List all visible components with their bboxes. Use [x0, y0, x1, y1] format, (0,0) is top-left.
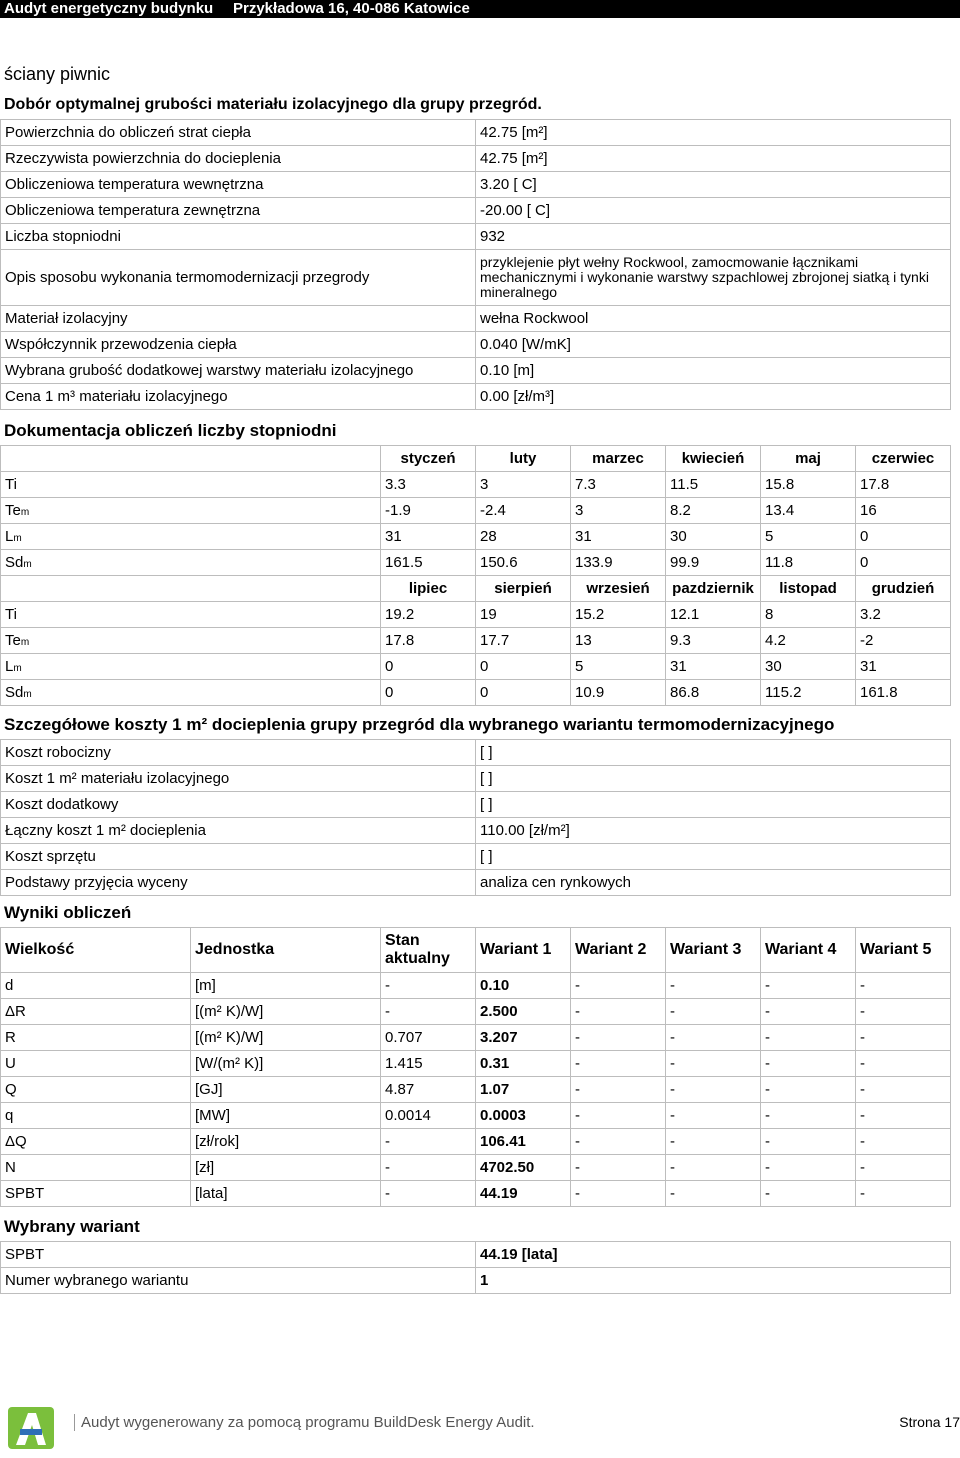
results-cell: -: [856, 1025, 951, 1051]
degree-day-value: 31: [571, 524, 666, 550]
results-cell: -: [856, 1129, 951, 1155]
degree-day-value: 28: [476, 524, 571, 550]
row-label: [1, 498, 381, 524]
degree-day-value: 8.2: [666, 498, 761, 524]
degree-day-row: [1, 498, 951, 524]
degree-day-value: 161.5: [381, 550, 476, 576]
param-row: [1, 198, 951, 224]
results-cell: ΔR: [1, 999, 191, 1025]
results-cell: -: [761, 999, 856, 1025]
results-row: [1, 1129, 951, 1155]
param-label: Liczba stopniodni: [1, 224, 476, 250]
results-cell: -: [856, 1077, 951, 1103]
costs-table: [0, 739, 951, 896]
results-header: Wariant 3: [666, 928, 761, 973]
results-cell: [GJ]: [191, 1077, 381, 1103]
results-cell: [m]: [191, 973, 381, 999]
degree-day-value: 30: [666, 524, 761, 550]
results-cell: 2.500: [476, 999, 571, 1025]
results-cell: -: [761, 1181, 856, 1207]
degree-day-value: 19: [476, 602, 571, 628]
param-label: Materiał izolacyjny: [1, 306, 476, 332]
month-header: wrzesień: [571, 576, 666, 602]
degree-day-value: 7.3: [571, 472, 666, 498]
degree-day-row: [1, 628, 951, 654]
cost-label: Koszt dodatkowy: [1, 792, 476, 818]
row-label-main: L: [5, 658, 14, 675]
degree-day-value: 0: [856, 550, 951, 576]
row-label-subscript: m: [20, 637, 30, 648]
degree-day-value: 17.7: [476, 628, 571, 654]
parameters-table: [0, 119, 951, 410]
results-cell: 0.31: [476, 1051, 571, 1077]
row-label-main: Sd: [5, 554, 24, 571]
results-row: [1, 1155, 951, 1181]
months-header-row: [1, 446, 951, 472]
param-value: 0.00 [zł/m³]: [476, 384, 951, 410]
results-row: [1, 1077, 951, 1103]
selected-label: SPBT: [1, 1242, 476, 1268]
results-cell: [(m² K)/W]: [191, 999, 381, 1025]
degree-day-value: -2.4: [476, 498, 571, 524]
param-row: [1, 250, 951, 306]
param-row: [1, 306, 951, 332]
row-label: [1, 602, 381, 628]
cost-value: [ ]: [476, 792, 951, 818]
cost-row: [1, 870, 951, 896]
results-cell: -: [571, 973, 666, 999]
row-label-main: Te: [5, 502, 21, 519]
results-cell: -: [381, 1181, 476, 1207]
cost-value: [ ]: [476, 844, 951, 870]
selected-value: 1: [476, 1268, 951, 1294]
results-cell: -: [571, 1181, 666, 1207]
param-row: [1, 172, 951, 198]
empty-cell: [1, 446, 381, 472]
degree-day-value: 4.2: [761, 628, 856, 654]
degree-day-value: 8: [761, 602, 856, 628]
degree-day-value: 15.2: [571, 602, 666, 628]
results-cell: -: [571, 1025, 666, 1051]
param-value: wełna Rockwool: [476, 306, 951, 332]
degree-day-value: 31: [381, 524, 476, 550]
row-label: [1, 680, 381, 706]
results-cell: -: [856, 973, 951, 999]
results-cell: -: [856, 1051, 951, 1077]
degree-day-value: 161.8: [856, 680, 951, 706]
results-cell: -: [666, 1077, 761, 1103]
selected-value: 44.19 [lata]: [476, 1242, 951, 1268]
param-label: Obliczeniowa temperatura zewnętrzna: [1, 198, 476, 224]
results-cell: [zł]: [191, 1155, 381, 1181]
months-header-row: [1, 576, 951, 602]
degree-day-row: [1, 550, 951, 576]
results-cell: [MW]: [191, 1103, 381, 1129]
results-cell: -: [571, 1103, 666, 1129]
row-label: [1, 654, 381, 680]
degree-day-value: 3.3: [381, 472, 476, 498]
param-value: 932: [476, 224, 951, 250]
degree-day-value: 11.8: [761, 550, 856, 576]
cost-label: Podstawy przyjęcia wyceny: [1, 870, 476, 896]
selected-row: [1, 1242, 951, 1268]
cost-row: [1, 844, 951, 870]
results-row: [1, 999, 951, 1025]
month-header: lipiec: [381, 576, 476, 602]
results-cell: 4702.50: [476, 1155, 571, 1181]
param-value: 3.20 [ C]: [476, 172, 951, 198]
param-row: [1, 120, 951, 146]
row-label-subscript: m: [20, 507, 30, 518]
row-label-main: Te: [5, 632, 21, 649]
results-cell: N: [1, 1155, 191, 1181]
degree-day-value: 11.5: [666, 472, 761, 498]
row-label-main: Sd: [5, 684, 24, 701]
results-row: [1, 1051, 951, 1077]
month-header: pazdziernik: [666, 576, 761, 602]
month-header: czerwiec: [856, 446, 951, 472]
param-value: 0.10 [m]: [476, 358, 951, 384]
results-header: Jednostka: [191, 928, 381, 973]
degree-day-value: 16: [856, 498, 951, 524]
results-header: Stan aktualny: [381, 928, 476, 973]
degree-day-value: 13.4: [761, 498, 856, 524]
degree-day-value: 3.2: [856, 602, 951, 628]
results-cell: -: [666, 1025, 761, 1051]
param-row: [1, 384, 951, 410]
cost-row: [1, 792, 951, 818]
param-label: Współczynnik przewodzenia ciepła: [1, 332, 476, 358]
row-label: [1, 550, 381, 576]
results-cell: -: [761, 1025, 856, 1051]
results-row: [1, 973, 951, 999]
param-value: 42.75 [m²]: [476, 146, 951, 172]
results-cell: 106.41: [476, 1129, 571, 1155]
cost-value: [ ]: [476, 740, 951, 766]
results-header: Wariant 2: [571, 928, 666, 973]
row-label-main: Ti: [5, 606, 17, 623]
results-cell: 4.87: [381, 1077, 476, 1103]
degree-day-value: -1.9: [381, 498, 476, 524]
degree-days-table: [0, 445, 951, 706]
cost-value: [ ]: [476, 766, 951, 792]
results-cell: -: [856, 1181, 951, 1207]
results-cell: -: [666, 973, 761, 999]
results-table: [0, 927, 951, 1207]
results-cell: -: [666, 999, 761, 1025]
results-cell: -: [761, 1155, 856, 1181]
header-title-right: Przykładowa 16, 40-086 Katowice: [233, 0, 470, 17]
degree-day-value: 17.8: [381, 628, 476, 654]
param-row: [1, 358, 951, 384]
month-header: luty: [476, 446, 571, 472]
results-header: Wielkość: [1, 928, 191, 973]
param-value: 0.040 [W/mK]: [476, 332, 951, 358]
param-label: Rzeczywista powierzchnia do docieplenia: [1, 146, 476, 172]
degree-day-row: [1, 602, 951, 628]
cost-value: 110.00 [zł/m²]: [476, 818, 951, 844]
results-cell: -: [666, 1103, 761, 1129]
param-label: Obliczeniowa temperatura wewnętrzna: [1, 172, 476, 198]
results-row: [1, 1181, 951, 1207]
degree-day-row: [1, 524, 951, 550]
section-name: ściany piwnic: [4, 64, 111, 84]
footer-note: Audyt wygenerowany za pomocą programu BuildDesk Energy Audit.: [74, 1414, 535, 1431]
results-cell: -: [571, 1129, 666, 1155]
results-cell: 0.0014: [381, 1103, 476, 1129]
month-header: styczeń: [381, 446, 476, 472]
empty-cell: [1, 576, 381, 602]
degree-day-value: 19.2: [381, 602, 476, 628]
degree-day-value: 13: [571, 628, 666, 654]
cost-label: Łączny koszt 1 m² docieplenia: [1, 818, 476, 844]
degree-day-value: 0: [381, 654, 476, 680]
cost-row: [1, 818, 951, 844]
results-cell: 1.415: [381, 1051, 476, 1077]
month-header: grudzień: [856, 576, 951, 602]
optimal-thickness-title: Dobór optymalnej grubości materiału izolacyjnego dla grupy przegród.: [4, 96, 542, 113]
costs-title: Szczegółowe koszty 1 m² docieplenia grupy przegród dla wybranego wariantu termomodernizacyjnego: [4, 715, 835, 734]
results-cell: -: [381, 1129, 476, 1155]
degree-day-value: 31: [856, 654, 951, 680]
degree-day-value: 15.8: [761, 472, 856, 498]
results-cell: -: [761, 1077, 856, 1103]
results-cell: -: [856, 1155, 951, 1181]
results-cell: -: [571, 1077, 666, 1103]
selected-row: [1, 1268, 951, 1294]
degree-day-value: 9.3: [666, 628, 761, 654]
param-value: przyklejenie płyt wełny Rockwool, zamocmowanie łącznikami mechanicznymi i wykonanie warstwy szpachlowej zbrojonej siatką i tynki mineralnego: [476, 250, 951, 306]
results-cell: -: [856, 1103, 951, 1129]
results-cell: 1.07: [476, 1077, 571, 1103]
selected-variant-table: [0, 1241, 951, 1294]
row-label-main: L: [5, 528, 14, 545]
page-number: Strona 17: [899, 1414, 960, 1430]
results-title: Wyniki obliczeń: [4, 903, 132, 922]
degree-day-value: 133.9: [571, 550, 666, 576]
results-row: [1, 1025, 951, 1051]
results-header-row: [1, 928, 951, 973]
degree-day-value: -2: [856, 628, 951, 654]
degree-day-value: 17.8: [856, 472, 951, 498]
results-cell: -: [666, 1051, 761, 1077]
degree-days-title: Dokumentacja obliczeń liczby stopniodni: [4, 421, 337, 440]
header-title-left: Audyt energetyczny budynku: [4, 0, 214, 17]
month-header: listopad: [761, 576, 856, 602]
results-cell: 0.10: [476, 973, 571, 999]
degree-day-row: [1, 654, 951, 680]
cost-value: analiza cen rynkowych: [476, 870, 951, 896]
degree-day-value: 0: [856, 524, 951, 550]
param-row: [1, 146, 951, 172]
results-cell: 0.0003: [476, 1103, 571, 1129]
results-cell: [(m² K)/W]: [191, 1025, 381, 1051]
degree-day-value: 3: [476, 472, 571, 498]
cost-row: [1, 766, 951, 792]
results-header: Wariant 4: [761, 928, 856, 973]
degree-day-value: 0: [476, 654, 571, 680]
degree-day-value: 5: [761, 524, 856, 550]
results-cell: 3.207: [476, 1025, 571, 1051]
degree-day-value: 0: [381, 680, 476, 706]
results-cell: SPBT: [1, 1181, 191, 1207]
param-value: 42.75 [m²]: [476, 120, 951, 146]
results-cell: -: [761, 1103, 856, 1129]
results-row: [1, 1103, 951, 1129]
results-cell: -: [761, 973, 856, 999]
results-cell: -: [761, 1051, 856, 1077]
results-cell: -: [666, 1181, 761, 1207]
param-row: [1, 224, 951, 250]
row-label-main: Ti: [5, 476, 17, 493]
month-header: maj: [761, 446, 856, 472]
results-cell: ΔQ: [1, 1129, 191, 1155]
cost-label: Koszt robocizny: [1, 740, 476, 766]
results-cell: -: [381, 1155, 476, 1181]
month-header: sierpień: [476, 576, 571, 602]
results-cell: -: [856, 999, 951, 1025]
results-header: Wariant 1: [476, 928, 571, 973]
builddesk-logo: [6, 1405, 56, 1451]
degree-day-value: 30: [761, 654, 856, 680]
cost-label: Koszt sprzętu: [1, 844, 476, 870]
degree-day-value: 0: [476, 680, 571, 706]
param-row: [1, 332, 951, 358]
row-label-subscript: m: [23, 689, 32, 700]
results-cell: 0.707: [381, 1025, 476, 1051]
degree-day-value: 10.9: [571, 680, 666, 706]
row-label-subscript: m: [13, 533, 22, 544]
results-cell: -: [571, 999, 666, 1025]
results-cell: -: [571, 1155, 666, 1181]
results-cell: [lata]: [191, 1181, 381, 1207]
results-cell: [W/(m² K)]: [191, 1051, 381, 1077]
results-cell: q: [1, 1103, 191, 1129]
cost-row: [1, 740, 951, 766]
results-cell: 44.19: [476, 1181, 571, 1207]
degree-day-value: 31: [666, 654, 761, 680]
row-label-subscript: m: [23, 559, 32, 570]
degree-day-value: 3: [571, 498, 666, 524]
results-cell: d: [1, 973, 191, 999]
degree-day-value: 150.6: [476, 550, 571, 576]
results-header: Wariant 5: [856, 928, 951, 973]
selected-label: Numer wybranego wariantu: [1, 1268, 476, 1294]
results-cell: -: [761, 1129, 856, 1155]
row-label: [1, 524, 381, 550]
degree-day-value: 115.2: [761, 680, 856, 706]
results-cell: -: [666, 1129, 761, 1155]
degree-day-value: 5: [571, 654, 666, 680]
degree-day-value: 12.1: [666, 602, 761, 628]
selected-variant-title: Wybrany wariant: [4, 1217, 140, 1236]
results-cell: [zł/rok]: [191, 1129, 381, 1155]
param-label: Opis sposobu wykonania termomodernizacji przegrody: [1, 250, 476, 306]
degree-day-value: 99.9: [666, 550, 761, 576]
degree-day-value: 86.8: [666, 680, 761, 706]
results-cell: U: [1, 1051, 191, 1077]
param-label: Cena 1 m³ materiału izolacyjnego: [1, 384, 476, 410]
results-cell: -: [381, 973, 476, 999]
results-cell: -: [381, 999, 476, 1025]
document-header: [0, 0, 960, 18]
row-label: [1, 628, 381, 654]
cost-label: Koszt 1 m² materiału izolacyjnego: [1, 766, 476, 792]
param-label: Powierzchnia do obliczeń strat ciepła: [1, 120, 476, 146]
degree-day-row: [1, 680, 951, 706]
month-header: kwiecień: [666, 446, 761, 472]
results-cell: -: [571, 1051, 666, 1077]
results-cell: R: [1, 1025, 191, 1051]
results-cell: Q: [1, 1077, 191, 1103]
param-value: -20.00 [ C]: [476, 198, 951, 224]
degree-day-row: [1, 472, 951, 498]
row-label: [1, 472, 381, 498]
param-label: Wybrana grubość dodatkowej warstwy materiału izolacyjnego: [1, 358, 476, 384]
row-label-subscript: m: [13, 663, 22, 674]
month-header: marzec: [571, 446, 666, 472]
results-cell: -: [666, 1155, 761, 1181]
